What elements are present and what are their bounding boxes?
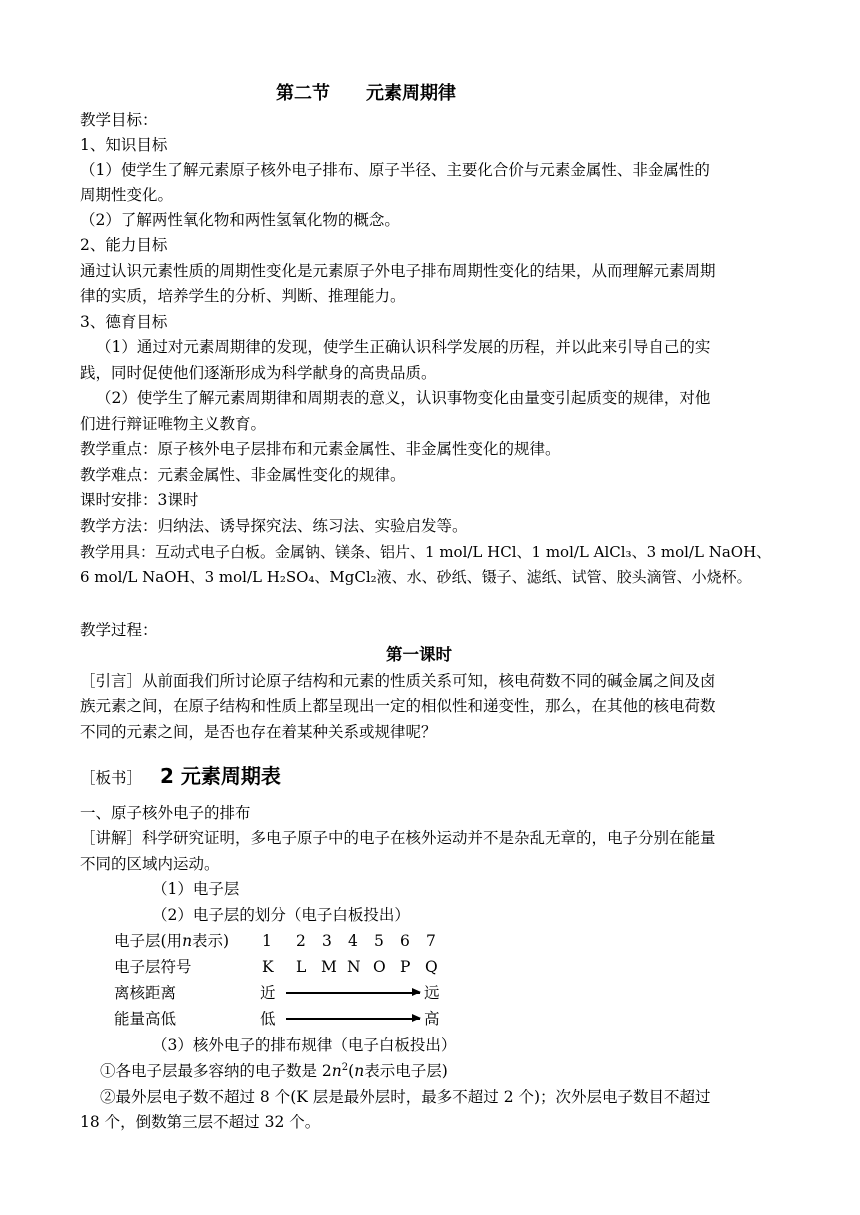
shell-row-n-label: 电子层(用n表示) — [114, 932, 230, 950]
moral-item-1-line-2: 践，同时促使他们逐渐形成为科学献身的高贵品质。 — [80, 364, 437, 382]
shell-row-energy-label: 能量高低 — [114, 1010, 177, 1028]
shell-symbol: M — [321, 958, 337, 976]
shell-row-distance-label: 离核距离 — [114, 984, 177, 1002]
shell-row-energy — [114, 1007, 474, 1031]
shell-n-value: 1 — [262, 932, 272, 950]
rule-2-line-1: ②最外层电子数不超过 8 个(K 层是最外层时，最多不超过 2 个)；次外层电子数目不超过 — [100, 1088, 711, 1106]
knowledge-heading: 1、知识目标 — [80, 136, 168, 154]
schedule: 课时安排：3课时 — [80, 491, 199, 509]
distance-from: 近 — [260, 984, 276, 1002]
shell-row-symbol-label: 电子层符号 — [114, 958, 192, 976]
shell-row-n — [114, 929, 474, 953]
shell-n-value: 3 — [322, 932, 332, 950]
moral-item-2-line-1: （2）使学生了解元素周期律和周期表的意义，认识事物变化由量变引起质变的规律，对他 — [96, 389, 711, 407]
section-title: 第二节 元素周期律 — [276, 83, 456, 104]
board-heading — [80, 762, 281, 790]
item-shell-division: （2）电子层的划分（电子白板投出） — [152, 906, 410, 924]
shell-symbol: K — [262, 958, 274, 976]
shell-n-value: 4 — [348, 932, 358, 950]
ability-line-1: 通过认识元素性质的周期性变化是元素原子外电子排布周期性变化的结果，从而理解元素周期 — [80, 262, 716, 280]
ability-heading: 2、能力目标 — [80, 236, 168, 254]
shell-symbol: N — [347, 958, 361, 976]
rule-2-line-2: 18 个，倒数第三层不超过 32 个。 — [80, 1113, 321, 1131]
knowledge-item-1-line-1: （1）使学生了解元素原子核外电子排布、原子半径、主要化合价与元素金属性、非金属性的 — [80, 161, 710, 179]
shell-symbol: P — [400, 958, 411, 976]
lesson-title: 第一课时 — [386, 645, 452, 664]
tools-line-2: 6 mol/L NaOH、3 mol/L H₂SO₄、MgCl₂液、水、砂纸、镊子、滤纸、试管、胶头滴管、小烧杯。 — [80, 568, 752, 586]
intro-line-1: ［引言］从前面我们所讨论原子结构和元素的性质关系可知，核电荷数不同的碱金属之间及卤 — [80, 672, 716, 690]
item-arrangement-rules: （3）核外电子的排布规律（电子白板投出） — [152, 1036, 457, 1054]
shell-n-value: 5 — [374, 932, 384, 950]
shell-n-value: 2 — [296, 932, 306, 950]
energy-from: 低 — [260, 1010, 276, 1028]
process-heading: 教学过程： — [80, 621, 158, 639]
shell-n-value: 7 — [426, 932, 436, 950]
moral-item-1-line-1: （1）通过对元素周期律的发现，使学生正确认识科学发展的历程，并以此来引导自己的实 — [96, 338, 711, 356]
knowledge-item-1-line-2: 周期性变化。 — [80, 186, 174, 204]
intro-line-2: 族元素之间，在原子结构和性质上都呈现出一定的相似性和递变性，那么，在其他的核电荷数 — [80, 697, 716, 715]
shell-symbol: Q — [425, 958, 438, 976]
knowledge-item-2: （2）了解两性氧化物和两性氢氧化物的概念。 — [80, 211, 400, 229]
distance-to: 远 — [424, 984, 440, 1002]
difficulties: 教学难点：元素金属性、非金属性变化的规律。 — [80, 466, 406, 484]
energy-arrow — [286, 1018, 420, 1020]
energy-to: 高 — [424, 1010, 440, 1028]
key-points: 教学重点：原子核外电子层排布和元素金属性、非金属性变化的规律。 — [80, 440, 561, 458]
rule-1: ①各电子层最多容纳的电子数是 $2n^2(n$表示电子层) — [100, 1061, 448, 1080]
shell-symbol: L — [296, 958, 307, 976]
shell-n-value: 6 — [400, 932, 410, 950]
explain-line-1: ［讲解］科学研究证明，多电子原子中的电子在核外运动并不是杂乱无章的，电子分别在能量 — [80, 829, 716, 847]
board-label: ［板书］ — [80, 769, 143, 787]
tools-line-1: 教学用具：互动式电子白板。金属钠、镁条、铝片、1 mol/L HCl、1 mol/L AlCl₃、3 mol/L NaOH、 — [80, 543, 772, 561]
section-heading-1: 一、原子核外电子的排布 — [80, 804, 251, 822]
intro-line-3: 不同的元素之间，是否也存在着某种关系或规律呢？ — [80, 723, 437, 741]
objectives-heading: 教学目标： — [80, 111, 158, 129]
methods: 教学方法：归纳法、诱导探究法、练习法、实验启发等。 — [80, 517, 468, 535]
moral-heading: 3、德育目标 — [80, 313, 168, 331]
shell-symbol: O — [373, 958, 386, 976]
shell-row-symbol — [114, 955, 474, 979]
ability-line-2: 律的实质，培养学生的分析、判断、推理能力。 — [80, 287, 406, 305]
item-electron-shell: （1）电子层 — [152, 880, 240, 898]
board-title: 2 元素周期表 — [160, 764, 281, 788]
distance-arrow — [286, 992, 420, 994]
shell-row-distance — [114, 981, 474, 1005]
moral-item-2-line-2: 们进行辩证唯物主义教育。 — [80, 415, 267, 433]
explain-line-2: 不同的区域内运动。 — [80, 855, 220, 873]
